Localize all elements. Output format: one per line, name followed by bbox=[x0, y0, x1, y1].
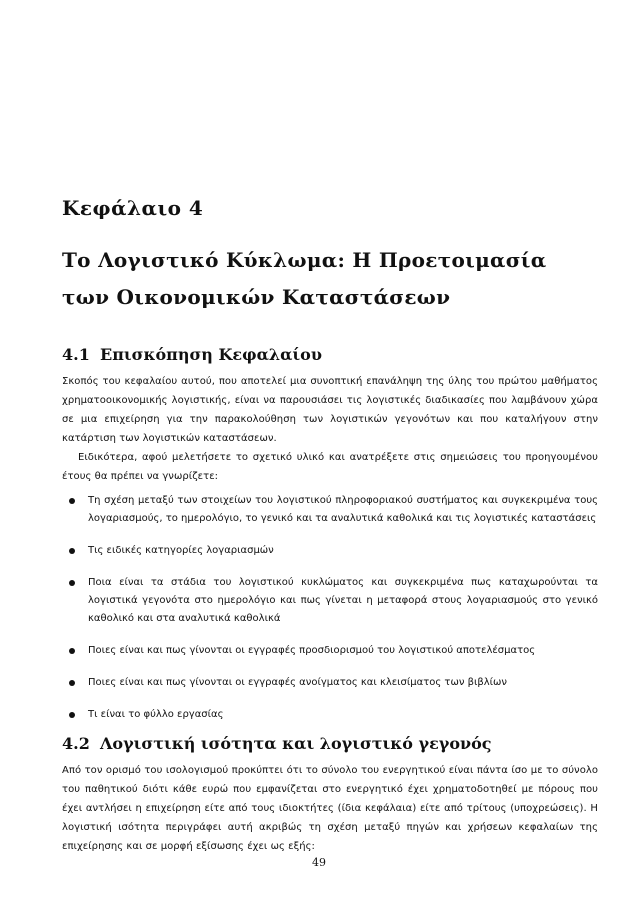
list-item bbox=[62, 674, 598, 692]
list-item bbox=[62, 706, 598, 724]
list-item-text: Ποιες είναι και πως γίνονται οι εγγραφές ανοίγματος και κλεισίματος των βιβλίων bbox=[88, 677, 507, 688]
bullet-icon bbox=[69, 648, 75, 654]
bullet-icon bbox=[69, 580, 75, 586]
section-number: 4.1 bbox=[62, 345, 90, 364]
section-overview bbox=[62, 345, 598, 486]
bullet-icon bbox=[69, 548, 75, 554]
section-accounting-equation bbox=[62, 734, 598, 856]
section-number: 4.2 bbox=[62, 734, 90, 753]
chapter-title-line-2: των Οικονομικών Καταστάσεων bbox=[62, 285, 451, 309]
list-item bbox=[62, 542, 598, 560]
chapter-title-line-1: Το Λογιστικό Κύκλωμα: Η Προετοιμασία bbox=[62, 248, 547, 272]
chapter-title bbox=[62, 242, 602, 316]
list-item bbox=[62, 574, 598, 628]
list-item-text: Ποια είναι τα στάδια του λογιστικού κυκλώματος και συγκεκριμένα πως καταχωρούνται τα λογιστικά γεγονότα στο ημερολόγιο και πως γίνεται η μεταφορά στους λογαριασμούς στο γενικό καθολικό και στα αναλυτικά καθολικά bbox=[88, 577, 598, 624]
list-item-text: Τις ειδικές κατηγορίες λογαριασμών bbox=[88, 545, 274, 556]
list-item bbox=[62, 492, 598, 528]
bullet-icon bbox=[69, 712, 75, 718]
chapter-label: Κεφάλαιο 4 bbox=[62, 196, 204, 220]
list-item-text: Ποιες είναι και πως γίνονται οι εγγραφές προσδιορισμού του λογιστικού αποτελέσματος bbox=[88, 645, 536, 656]
list-item-text: Τι είναι το φύλλο εργασίας bbox=[88, 709, 224, 720]
paragraph: Ειδικότερα, αφού μελετήσετε το σχετικό υλικό και ανατρέξετε στις σημειώσεις του προηγουμένου έτους θα πρέπει να γνωρίζετε: bbox=[62, 452, 598, 482]
page-number: 49 bbox=[312, 856, 326, 869]
objectives-list bbox=[62, 492, 598, 724]
list-item-text: Τη σχέση μεταξύ των στοιχείων του λογιστικού πληροφοριακού συστήματος και συγκεκριμένα τους λογαριασμούς, το ημερολόγιο, το γενικό και τα αναλυτικά καθολικά και τις λογιστικές καταστάσεις bbox=[88, 495, 598, 524]
section-heading bbox=[62, 345, 598, 364]
section-title: Λογιστική ισότητα και λογιστικό γεγονός bbox=[100, 734, 492, 753]
bullet-icon bbox=[69, 498, 75, 504]
paragraph: Σκοπός του κεφαλαίου αυτού, που αποτελεί μια συνοπτική επανάληψη της ύλης του πρώτου μαθήματος χρηματοοικονομικής λογιστικής, είναι να παρουσιάσει τις λογιστικές διαδικασίες που λαμβάνουν χώρα σε μια επιχείρηση για την παρακολούθηση των λογιστικών γεγονότων και που καταλήγουν στην κατάρτιση των λογιστικών καταστάσεων. bbox=[62, 376, 598, 444]
bullet-icon bbox=[69, 680, 75, 686]
section-heading bbox=[62, 734, 598, 753]
section-title: Επισκόπηση Κεφαλαίου bbox=[100, 345, 322, 364]
list-item bbox=[62, 642, 598, 660]
paragraph: Από τον ορισμό του ισολογισμού προκύπτει ότι το σύνολο του ενεργητικού είναι πάντα ίσο με το σύνολο του παθητικού διότι κάθε ευρώ που εμφανίζεται στο ενεργητικό έχει χρηματοδοτηθεί με πόρους που έχει αντλήσει η επιχείρηση είτε από τους ιδιοκτήτες (ίδια κεφάλαια) είτε από τρίτους (υποχρεώσεις). Η λογιστική ισότητα περιγράφει αυτή ακριβώς τη σχέση μεταξύ πηγών και χρήσεων κεφαλαίων της επιχείρησης και σε μορφή εξίσωσης έχει ως εξής: bbox=[62, 765, 598, 852]
